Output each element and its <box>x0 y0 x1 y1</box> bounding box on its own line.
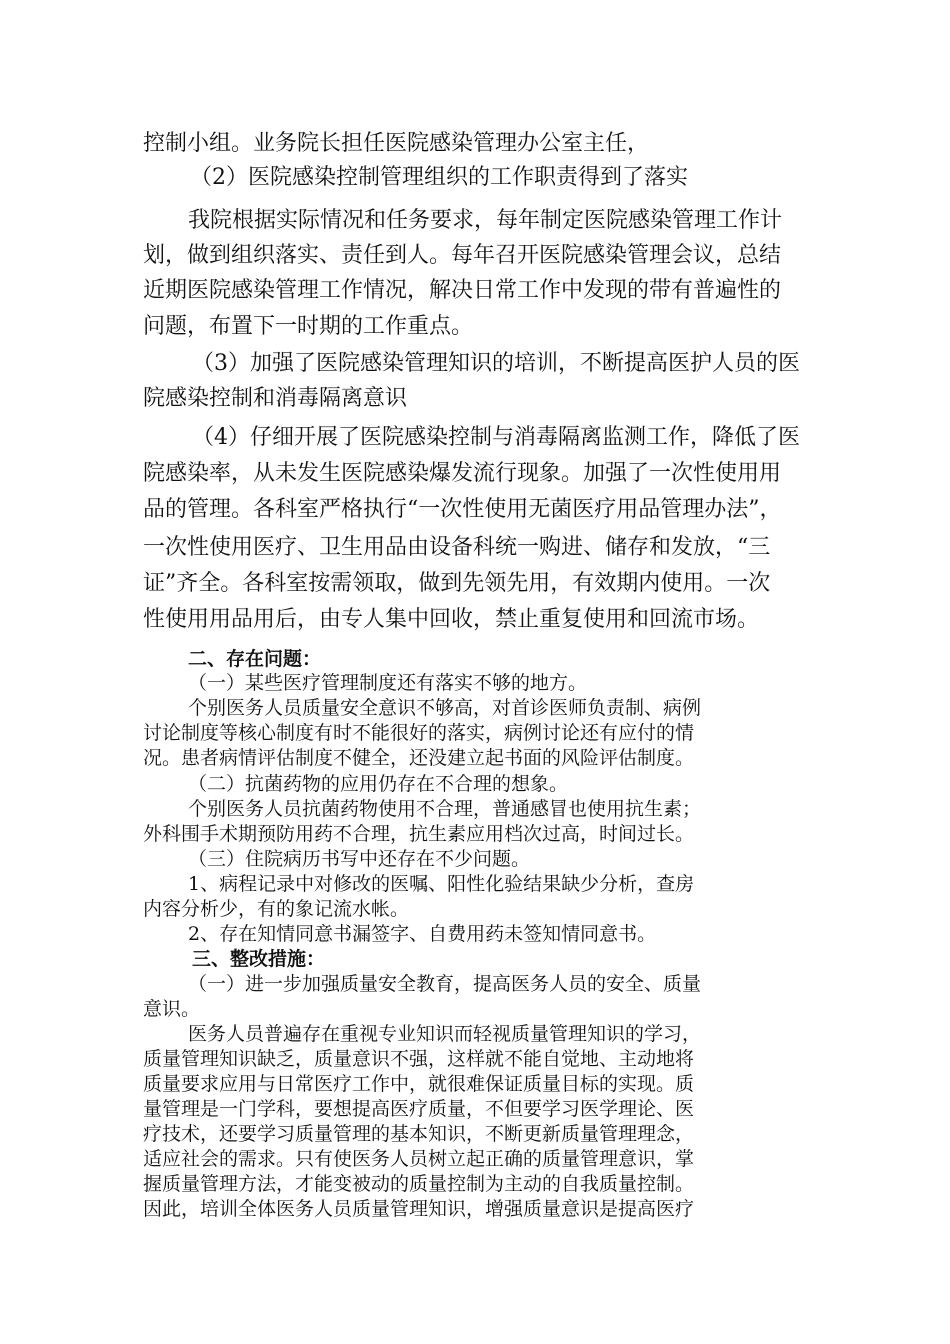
paragraph-line: 因此，培训全体医务人员质量管理知识，增强质量意识是提高医疗 <box>143 1198 695 1220</box>
paragraph-line: 适应社会的需求。只有使医务人员树立起正确的质量管理意识，掌 <box>143 1148 695 1170</box>
paragraph-line: 外科围手术期预防用药不合理，抗生素应用档次过高，时间过长。 <box>143 823 695 845</box>
paragraph-line: 2、存在知情同意书漏签字、自费用药未签知情同意书。 <box>188 923 657 945</box>
paragraph-line: 证”齐全。各科室按需领取，做到先领先用，有效期内使用。一次 <box>143 571 771 596</box>
paragraph-line: 近期医院感染管理工作情况，解决日常工作中发现的带有普遍性的 <box>143 278 782 303</box>
paragraph-line: 意识。 <box>143 998 201 1020</box>
section-heading: 二、存在问题： <box>188 648 322 670</box>
paragraph-line: 讨论制度等核心制度有时不能很好的落实，病例讨论还有应付的情 <box>143 722 695 744</box>
paragraph-line: 况。患者病情评估制度不健全，还没建立起书面的风险评估制度。 <box>143 747 695 769</box>
paragraph-line: （4）仔细开展了医院感染控制与消毒隔离监测工作，降低了医 <box>192 425 800 450</box>
paragraph-line: 性使用用品用后，由专人集中回收，禁止重复使用和回流市场。 <box>143 607 760 632</box>
paragraph-line: 质量管理知识缺乏，质量意识不强，这样就不能自觉地、主动地将 <box>143 1048 695 1070</box>
paragraph-line: 问题，布置下一时期的工作重点。 <box>143 314 474 339</box>
paragraph-line: 内容分析少，有的象记流水帐。 <box>143 898 410 920</box>
paragraph-line: 划，做到组织落实、责任到人。每年召开医院感染管理会议，总结 <box>143 243 782 268</box>
subsection-heading: （一）某些医疗管理制度还有落实不够的地方。 <box>188 672 588 694</box>
paragraph-line: 医务人员普遍存在重视专业知识而轻视质量管理知识的学习， <box>188 1023 702 1045</box>
paragraph-line: 握质量管理方法，才能变被动的质量控制为主动的自我质量控制。 <box>143 1173 695 1195</box>
paragraph-line: 量管理是一门学科，要想提高医疗质量，不但要学习医学理论、医 <box>143 1098 695 1120</box>
paragraph-line: 我院根据实际情况和任务要求，每年制定医院感染管理工作计 <box>188 208 783 233</box>
paragraph-line: （2）医院感染控制管理组织的工作职责得到了落实 <box>190 165 688 190</box>
paragraph-line: 控制小组。业务院长担任医院感染管理办公室主任， <box>143 131 650 156</box>
paragraph-line: 1、病程记录中对修改的医嘱、阳性化验结果缺少分析，查房 <box>188 873 695 895</box>
subsection-heading: （一）进一步加强质量安全教育，提高医务人员的安全、质量 <box>188 973 702 995</box>
subsection-heading: （二）抗菌药物的应用仍存在不合理的想象。 <box>188 773 569 795</box>
paragraph-line: 质量要求应用与日常医疗工作中，就很难保证质量目标的实现。质 <box>143 1073 695 1095</box>
paragraph-line: 院感染控制和消毒隔离意识 <box>143 386 408 411</box>
paragraph-line: 院感染率，从未发生医院感染爆发流行现象。加强了一次性使用用 <box>143 461 782 486</box>
subsection-heading: （三）住院病历书写中还存在不少问题。 <box>188 848 531 870</box>
paragraph-line: 疗技术，还要学习质量管理的基本知识，不断更新质量管理理念， <box>143 1123 695 1145</box>
paragraph-line: 个别医务人员抗菌药物使用不合理，普通感冒也使用抗生素； <box>188 798 702 820</box>
section-heading: 三、整改措施： <box>192 948 326 970</box>
paragraph-line: 个别医务人员质量安全意识不够高，对首诊医师负责制、病例 <box>188 697 702 719</box>
paragraph-line: 品的管理。各科室严格执行“一次性使用无菌医疗用品管理办法”， <box>143 497 782 522</box>
paragraph-line: 一次性使用医疗、卫生用品由设备科统一购进、储存和发放，“三 <box>143 535 771 560</box>
paragraph-line: （3）加强了医院感染管理知识的培训，不断提高医护人员的医 <box>192 351 800 376</box>
